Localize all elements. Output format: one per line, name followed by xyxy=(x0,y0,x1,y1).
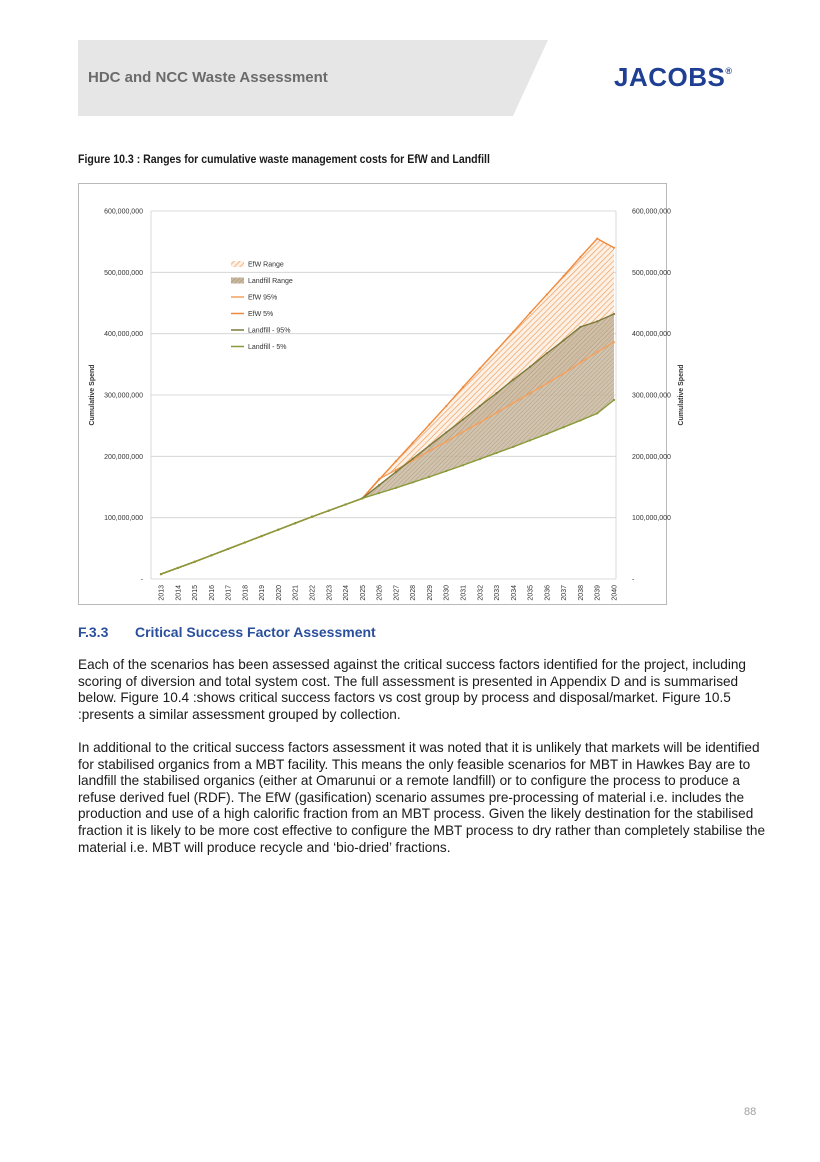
x-tick-label: 2016 xyxy=(208,585,216,601)
x-tick-label: 2040 xyxy=(611,585,619,601)
landfill-95-point xyxy=(529,366,531,368)
landfill-5-point xyxy=(244,541,246,543)
efw-95-point xyxy=(428,450,430,452)
landfill-5-point xyxy=(344,503,346,505)
efw-5-point xyxy=(412,442,414,444)
x-tick-label: 2014 xyxy=(175,585,183,601)
landfill-95-point xyxy=(479,405,481,407)
landfill-5-point xyxy=(193,561,195,563)
efw-5-point xyxy=(512,331,514,333)
landfill-5-point xyxy=(160,573,162,575)
landfill-95-legend-label: Landfill - 95% xyxy=(248,327,291,335)
x-tick-label: 2018 xyxy=(242,585,250,601)
efw-5-point xyxy=(563,275,565,277)
efw-5-point xyxy=(462,386,464,388)
landfill-95-point xyxy=(462,418,464,420)
registered-mark: ® xyxy=(725,66,733,76)
x-tick-label: 2015 xyxy=(192,585,200,601)
efw-95-point xyxy=(596,351,598,353)
x-tick-label: 2021 xyxy=(292,585,300,601)
landfill-5-point xyxy=(428,476,430,478)
section-title: Critical Success Factor Assessment xyxy=(135,624,376,640)
x-tick-label: 2022 xyxy=(309,585,317,601)
landfill-5-legend-label: Landfill - 5% xyxy=(248,344,287,351)
landfill-5-point xyxy=(512,446,514,448)
efw-5-point xyxy=(479,368,481,370)
efw-5-point xyxy=(529,312,531,314)
landfill-5-point xyxy=(596,412,598,414)
landfill-95-point xyxy=(563,339,565,341)
landfill-5-point xyxy=(210,554,212,556)
landfill-95-point xyxy=(546,352,548,354)
landfill-95-point xyxy=(395,471,397,473)
page-number: 88 xyxy=(744,1106,757,1118)
landfill-5-point xyxy=(529,439,531,441)
x-tick-label: 2033 xyxy=(494,585,502,601)
jacobs-logo xyxy=(614,62,733,93)
x-tick-label: 2019 xyxy=(259,585,267,601)
efw-95-point xyxy=(512,402,514,404)
y-tick-label-left: 300,000,000 xyxy=(104,392,143,400)
y-tick-label-left: - xyxy=(140,576,143,584)
efw-5-point xyxy=(596,238,598,240)
x-tick-label: 2032 xyxy=(477,585,485,601)
y-tick-label-right: 200,000,000 xyxy=(632,453,671,461)
efw-95-point xyxy=(445,441,447,443)
x-tick-label: 2036 xyxy=(544,585,552,601)
landfill-5-point xyxy=(177,567,179,569)
x-tick-label: 2029 xyxy=(426,585,434,601)
efw-95-point xyxy=(479,422,481,424)
efw-5-point xyxy=(546,293,548,295)
x-tick-label: 2017 xyxy=(225,585,233,601)
figure-caption: Figure 10.3 : Ranges for cumulative waste management costs for EfW and Landfill xyxy=(78,152,490,166)
landfill-5-point xyxy=(462,464,464,466)
landfill-95-point xyxy=(613,313,615,315)
y-tick-label-left: 200,000,000 xyxy=(104,453,143,461)
landfill-range-legend-swatch xyxy=(231,278,244,284)
efw-95-point xyxy=(613,341,615,343)
x-tick-label: 2024 xyxy=(343,585,351,601)
efw-95-legend-label: EfW 95% xyxy=(248,294,278,302)
efw-5-point xyxy=(445,405,447,407)
efw-5-point xyxy=(378,479,380,481)
efw-95-point xyxy=(495,412,497,414)
efw-range-legend-swatch xyxy=(231,261,244,267)
x-tick-label: 2035 xyxy=(527,585,535,601)
y-axis-title-right: Cumulative Spend xyxy=(678,364,685,426)
x-tick-label: 2037 xyxy=(561,585,569,601)
cumulative-cost-chart xyxy=(79,184,685,606)
y-tick-label-right: 300,000,000 xyxy=(632,392,671,400)
efw-5-point xyxy=(428,423,430,425)
efw-95-point xyxy=(563,372,565,374)
x-tick-label: 2026 xyxy=(376,585,384,601)
x-tick-label: 2031 xyxy=(460,585,468,601)
landfill-5-point xyxy=(395,487,397,489)
y-tick-label-right: 400,000,000 xyxy=(632,331,671,339)
y-tick-label-right: 500,000,000 xyxy=(632,269,671,277)
x-tick-label: 2013 xyxy=(158,585,166,601)
y-tick-label-right: - xyxy=(632,576,635,584)
efw-95-point xyxy=(529,392,531,394)
efw-5-point xyxy=(495,349,497,351)
x-tick-label: 2023 xyxy=(326,585,334,601)
efw-5-point xyxy=(579,256,581,258)
x-tick-label: 2030 xyxy=(443,585,451,601)
y-tick-label-left: 600,000,000 xyxy=(104,208,143,216)
x-tick-label: 2028 xyxy=(410,585,418,601)
x-tick-label: 2025 xyxy=(359,585,367,601)
y-tick-label-left: 100,000,000 xyxy=(104,515,143,523)
paragraph-mbt-markets: In additional to the critical success factors assessment it was noted that it is unlikely that markets will be identified for stabilised organics from a MBT facility. This means the only feasible scenarios for MBT in Hawkes Bay are to landfill the stabilised organics (either at Omarunui or a remote landfill) or to configure the process to produce a refuse derived fuel (RDF). The EfW (gasification) scenario assumes pre-processing of material i.e. includes the production and use of a high calorific fraction from an MBT process. Given the likely destination for the stabilised fraction it is likely to be more cost effective to configure the MBT process to dry rather than completely stabilise the material i.e. MBT will produce recycle and ‘bio-dried’ fractions. xyxy=(78,740,766,855)
landfill-95-point xyxy=(378,484,380,486)
landfill-5-point xyxy=(563,426,565,428)
logo-text: JACOBS xyxy=(614,62,726,92)
landfill-95-point xyxy=(495,392,497,394)
x-tick-label: 2038 xyxy=(577,585,585,601)
section-heading xyxy=(78,624,376,640)
landfill-5-point xyxy=(412,481,414,483)
landfill-5-point xyxy=(361,497,363,499)
efw-range-legend-label: EfW Range xyxy=(248,261,284,269)
y-tick-label-right: 100,000,000 xyxy=(632,515,671,523)
landfill-5-point xyxy=(579,419,581,421)
efw-5-legend-label: EfW 5% xyxy=(248,311,274,318)
landfill-5-point xyxy=(294,522,296,524)
x-tick-label: 2020 xyxy=(275,585,283,601)
landfill-5-point xyxy=(479,458,481,460)
chart-frame xyxy=(78,183,685,605)
y-tick-label-left: 500,000,000 xyxy=(104,269,143,277)
landfill-95-point xyxy=(579,326,581,328)
section-number: F.3.3 xyxy=(78,624,109,640)
x-tick-label: 2027 xyxy=(393,585,401,601)
efw-5-point xyxy=(613,247,615,249)
y-axis-title-left: Cumulative Spend xyxy=(89,364,96,426)
document-title: HDC and NCC Waste Assessment xyxy=(88,69,328,86)
efw-95-point xyxy=(546,382,548,384)
landfill-range-legend-label: Landfill Range xyxy=(248,278,293,285)
landfill-95-point xyxy=(596,320,598,322)
landfill-5-point xyxy=(378,492,380,494)
landfill-5-point xyxy=(261,535,263,537)
landfill-95-point xyxy=(445,431,447,433)
landfill-5-point xyxy=(495,452,497,454)
landfill-5-point xyxy=(546,433,548,435)
landfill-5-point xyxy=(613,399,615,401)
landfill-95-point xyxy=(428,445,430,447)
landfill-5-point xyxy=(311,516,313,518)
landfill-5-point xyxy=(277,529,279,531)
landfill-95-point xyxy=(512,379,514,381)
efw-5-point xyxy=(395,460,397,462)
efw-95-point xyxy=(579,361,581,363)
paragraph-csf-overview: Each of the scenarios has been assessed against the critical success factors identified for the project, including scoring of diversion and total system cost. The full assessment is presented in Appendix D and is summarised below. Figure 10.4 :shows critical success factors vs cost group by process and disposal/market. Figure 10.5 :presents a similar assessment grouped by collection. xyxy=(78,657,746,722)
landfill-5-point xyxy=(227,548,229,550)
x-tick-label: 2034 xyxy=(510,585,518,601)
y-tick-label-left: 400,000,000 xyxy=(104,331,143,339)
landfill-5-point xyxy=(445,470,447,472)
efw-95-point xyxy=(462,431,464,433)
y-tick-label-right: 600,000,000 xyxy=(632,208,671,216)
landfill-95-point xyxy=(412,458,414,460)
landfill-5-point xyxy=(328,510,330,512)
x-tick-label: 2039 xyxy=(594,585,602,601)
